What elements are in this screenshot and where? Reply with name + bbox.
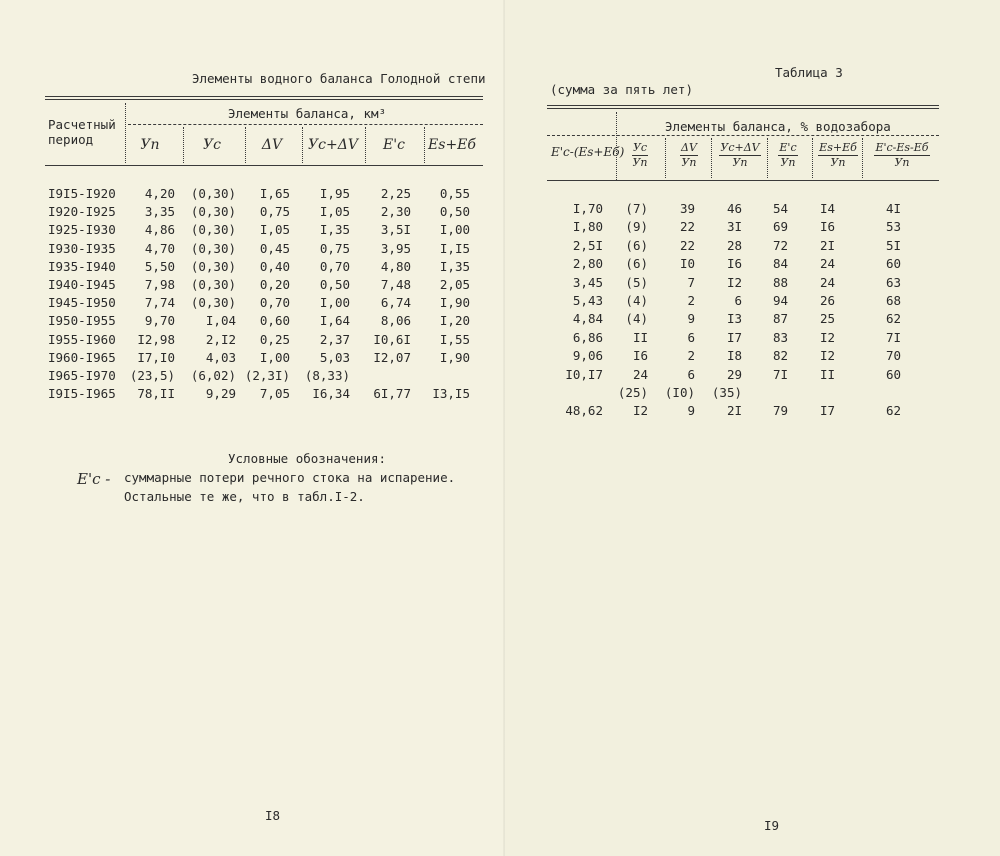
percent-cell: 88: [772, 275, 788, 290]
period-cell: I9I5-I965: [48, 386, 116, 401]
value-cell: I3,I5: [432, 386, 470, 401]
loss-cell: 9,06: [572, 348, 603, 363]
value-cell: I,00: [259, 350, 290, 365]
fraction-denominator: Уп: [732, 156, 748, 169]
first-col-header: Е'с-(Еs+Еб): [551, 145, 625, 159]
percent-cell: (4): [625, 293, 648, 308]
percent-cell: 2: [687, 348, 695, 363]
percent-cell: (6): [625, 238, 648, 253]
percent-cell: (7): [625, 201, 648, 216]
loss-cell: I0,I7: [565, 367, 603, 382]
value-cell: I0,6I: [373, 332, 411, 347]
value-cell: 0,70: [259, 295, 290, 310]
percent-cell: 63: [885, 275, 901, 290]
header-bottom-rule: [45, 165, 483, 166]
period-cell: I940-I945: [48, 277, 116, 292]
percent-cell: 7I: [772, 367, 788, 382]
value-cell: (0,30): [190, 222, 236, 237]
percent-cell: 29: [726, 367, 742, 382]
value-cell: 9,70: [144, 313, 175, 328]
value-cell: I,20: [439, 313, 470, 328]
value-cell: I,00: [319, 295, 350, 310]
value-cell: (0,30): [190, 204, 236, 219]
percent-cell: (25): [617, 385, 648, 400]
loss-cell: 6,86: [572, 330, 603, 345]
top-rule: [45, 96, 483, 97]
percent-cell: 79: [772, 403, 788, 418]
value-cell: I,00: [439, 222, 470, 237]
loss-cell: 48,62: [565, 403, 603, 418]
fraction-numerator: Ус+ΔV: [720, 141, 760, 154]
value-cell: (0,30): [190, 277, 236, 292]
value-cell: 3,95: [380, 241, 411, 256]
value-cell: I,64: [319, 313, 350, 328]
column-divider: [711, 138, 712, 178]
page-number: I8: [265, 808, 281, 823]
period-cell: I935-I940: [48, 259, 116, 274]
column-divider: [183, 127, 184, 163]
value-cell: (8,33): [304, 368, 350, 383]
percent-cell: I2: [726, 275, 742, 290]
percent-cell: 46: [726, 201, 742, 216]
value-cell: (0,30): [190, 259, 236, 274]
fraction-denominator: Уп: [780, 156, 796, 169]
value-cell: 5,50: [144, 259, 175, 274]
value-cell: 2,25: [380, 186, 411, 201]
percent-cell: I6: [726, 256, 742, 271]
value-cell: 78,II: [137, 386, 175, 401]
percent-cell: II: [819, 367, 835, 382]
percent-cell: 39: [679, 201, 695, 216]
percent-cell: 7I: [885, 330, 901, 345]
percent-cell: 26: [819, 293, 835, 308]
percent-cell: (4): [625, 311, 648, 326]
column-divider: [767, 138, 768, 178]
percent-cell: I7: [819, 403, 835, 418]
value-cell: 2,30: [380, 204, 411, 219]
fraction-numerator: ΔV: [681, 141, 697, 154]
loss-cell: 2,80: [572, 256, 603, 271]
value-cell: 7,48: [380, 277, 411, 292]
value-cell: I,05: [259, 222, 290, 237]
period-cell: I945-I950: [48, 295, 116, 310]
percent-cell: I4: [819, 201, 835, 216]
percent-cell: (9): [625, 219, 648, 234]
fraction-numerator: Еs+Еб: [819, 141, 857, 154]
percent-cell: 82: [772, 348, 788, 363]
percent-cell: 9: [687, 403, 695, 418]
percent-cell: 60: [885, 367, 901, 382]
percent-cell: 68: [885, 293, 901, 308]
value-cell: 0,40: [259, 259, 290, 274]
fraction-denominator: Уп: [632, 156, 648, 169]
value-cell: I2,98: [137, 332, 175, 347]
fraction-numerator: Е'с-Еs-Еб: [875, 141, 929, 154]
percent-cell: 6: [687, 330, 695, 345]
value-cell: 7,98: [144, 277, 175, 292]
percent-cell: 87: [772, 311, 788, 326]
value-cell: I,35: [439, 259, 470, 274]
header-bottom-rule: [547, 180, 939, 181]
value-cell: I,90: [439, 295, 470, 310]
legend-line-1: суммарные потери речного стока на испарение.: [124, 470, 456, 485]
percent-cell: 24: [632, 367, 648, 382]
table-subtitle: (сумма за пять лет): [550, 82, 693, 97]
loss-cell: 2,5I: [572, 238, 603, 253]
value-cell: 0,45: [259, 241, 290, 256]
loss-cell: I,80: [572, 219, 603, 234]
group-header: Элементы баланса, км³: [228, 106, 387, 121]
fraction-denominator: Уп: [830, 156, 846, 169]
top-rule-2: [45, 99, 483, 100]
percent-cell: 69: [772, 219, 788, 234]
value-cell: I,65: [259, 186, 290, 201]
value-cell: 0,75: [259, 204, 290, 219]
percent-cell: 2I: [819, 238, 835, 253]
value-cell: I,04: [205, 313, 236, 328]
percent-cell: I6: [632, 348, 648, 363]
percent-cell: 24: [819, 275, 835, 290]
period-cell: I930-I935: [48, 241, 116, 256]
value-cell: 0,60: [259, 313, 290, 328]
row-header-divider: [125, 103, 126, 163]
value-cell: 2,37: [319, 332, 350, 347]
value-cell: 6,74: [380, 295, 411, 310]
percent-cell: 62: [885, 311, 901, 326]
row-header: Расчетный период: [48, 117, 116, 147]
percent-cell: 54: [772, 201, 788, 216]
fraction-header: [806, 141, 870, 170]
value-cell: 0,55: [439, 186, 470, 201]
percent-cell: 6: [734, 293, 742, 308]
percent-cell: 83: [772, 330, 788, 345]
column-divider: [862, 138, 863, 178]
value-cell: (2,3I): [244, 368, 290, 383]
value-cell: I,90: [439, 350, 470, 365]
value-cell: I,95: [319, 186, 350, 201]
value-cell: 3,35: [144, 204, 175, 219]
loss-cell: 4,84: [572, 311, 603, 326]
value-cell: 7,74: [144, 295, 175, 310]
period-cell: I920-I925: [48, 204, 116, 219]
percent-cell: (6): [625, 256, 648, 271]
value-cell: 4,86: [144, 222, 175, 237]
value-cell: 5,03: [319, 350, 350, 365]
value-cell: 0,20: [259, 277, 290, 292]
percent-cell: 70: [885, 348, 901, 363]
percent-cell: (5): [625, 275, 648, 290]
legend-line-2: Остальные те же, что в табл.I-2.: [124, 489, 365, 504]
percent-cell: II: [632, 330, 648, 345]
legend-title: Условные обозначения:: [228, 451, 387, 466]
fraction-numerator: Е'с: [779, 141, 797, 154]
percent-cell: 84: [772, 256, 788, 271]
value-cell: I2,07: [373, 350, 411, 365]
percent-cell: 3I: [726, 219, 742, 234]
column-header: Уп: [140, 137, 160, 153]
percent-cell: 53: [885, 219, 901, 234]
percent-cell: I7: [726, 330, 742, 345]
percent-cell: 2I: [726, 403, 742, 418]
value-cell: 3,5I: [380, 222, 411, 237]
column-divider: [245, 127, 246, 163]
fraction-header: [870, 141, 934, 170]
period-cell: I950-I955: [48, 313, 116, 328]
value-cell: I,35: [319, 222, 350, 237]
percent-cell: 2: [687, 293, 695, 308]
legend-symbol: Е'с -: [77, 470, 111, 488]
period-cell: I9I5-I920: [48, 186, 116, 201]
value-cell: 0,75: [319, 241, 350, 256]
percent-cell: (I0): [664, 385, 695, 400]
value-cell: I,55: [439, 332, 470, 347]
percent-cell: 6: [687, 367, 695, 382]
percent-cell: I3: [726, 311, 742, 326]
group-header: Элементы баланса, % водозабора: [665, 119, 891, 134]
percent-cell: 22: [679, 219, 695, 234]
percent-cell: I2: [819, 330, 835, 345]
percent-cell: I0: [679, 256, 695, 271]
value-cell: (6,02): [190, 368, 236, 383]
column-header: Е'с: [383, 137, 405, 153]
percent-cell: 25: [819, 311, 835, 326]
top-rule: [547, 105, 939, 106]
fraction-denominator: Уп: [894, 156, 910, 169]
percent-cell: I8: [726, 348, 742, 363]
percent-cell: I2: [819, 348, 835, 363]
column-divider: [365, 127, 366, 163]
percent-cell: 60: [885, 256, 901, 271]
value-cell: 2,05: [439, 277, 470, 292]
percent-cell: 94: [772, 293, 788, 308]
column-header: Ус: [203, 137, 221, 153]
percent-cell: (35): [711, 385, 742, 400]
value-cell: 4,70: [144, 241, 175, 256]
value-cell: 0,70: [319, 259, 350, 274]
percent-cell: 28: [726, 238, 742, 253]
column-divider: [665, 138, 666, 178]
fraction-denominator: Уп: [681, 156, 697, 169]
value-cell: 4,80: [380, 259, 411, 274]
value-cell: 7,05: [259, 386, 290, 401]
page-number: I9: [764, 818, 780, 833]
value-cell: 0,50: [439, 204, 470, 219]
percent-cell: 4I: [885, 201, 901, 216]
period-cell: I960-I965: [48, 350, 116, 365]
value-cell: 0,50: [319, 277, 350, 292]
table-label: Таблица 3: [775, 65, 843, 80]
group-header-rule: [547, 135, 939, 136]
value-cell: 6I,77: [373, 386, 411, 401]
value-cell: (23,5): [129, 368, 175, 383]
percent-cell: 22: [679, 238, 695, 253]
table-title: Элементы водного баланса Голодной степи: [192, 71, 486, 86]
value-cell: I,I5: [439, 241, 470, 256]
percent-cell: 62: [885, 403, 901, 418]
column-divider: [424, 127, 425, 163]
loss-cell: I,70: [572, 201, 603, 216]
column-header: Еs+Еб: [428, 137, 476, 153]
value-cell: (0,30): [190, 295, 236, 310]
value-cell: I7,I0: [137, 350, 175, 365]
value-cell: (0,30): [190, 186, 236, 201]
loss-cell: 3,45: [572, 275, 603, 290]
percent-cell: 72: [772, 238, 788, 253]
period-cell: I965-I970: [48, 368, 116, 383]
column-divider: [812, 138, 813, 178]
period-cell: I955-I960: [48, 332, 116, 347]
value-cell: (0,30): [190, 241, 236, 256]
loss-cell: 5,43: [572, 293, 603, 308]
fraction-numerator: Ус: [632, 141, 648, 154]
value-cell: 9,29: [205, 386, 236, 401]
right-page: [505, 0, 1000, 856]
column-divider: [302, 127, 303, 163]
value-cell: 4,03: [205, 350, 236, 365]
value-cell: 8,06: [380, 313, 411, 328]
percent-cell: 9: [687, 311, 695, 326]
group-header-rule: [128, 124, 483, 125]
percent-cell: I2: [632, 403, 648, 418]
percent-cell: 7: [687, 275, 695, 290]
value-cell: 2,I2: [205, 332, 236, 347]
percent-cell: 24: [819, 256, 835, 271]
value-cell: 4,20: [144, 186, 175, 201]
column-header: Ус+ΔV: [308, 137, 358, 153]
column-header: ΔV: [261, 137, 283, 153]
value-cell: I,05: [319, 204, 350, 219]
period-cell: I925-I930: [48, 222, 116, 237]
value-cell: I6,34: [312, 386, 350, 401]
percent-cell: I6: [819, 219, 835, 234]
top-rule-2: [547, 108, 939, 109]
percent-cell: 5I: [885, 238, 901, 253]
value-cell: 0,25: [259, 332, 290, 347]
